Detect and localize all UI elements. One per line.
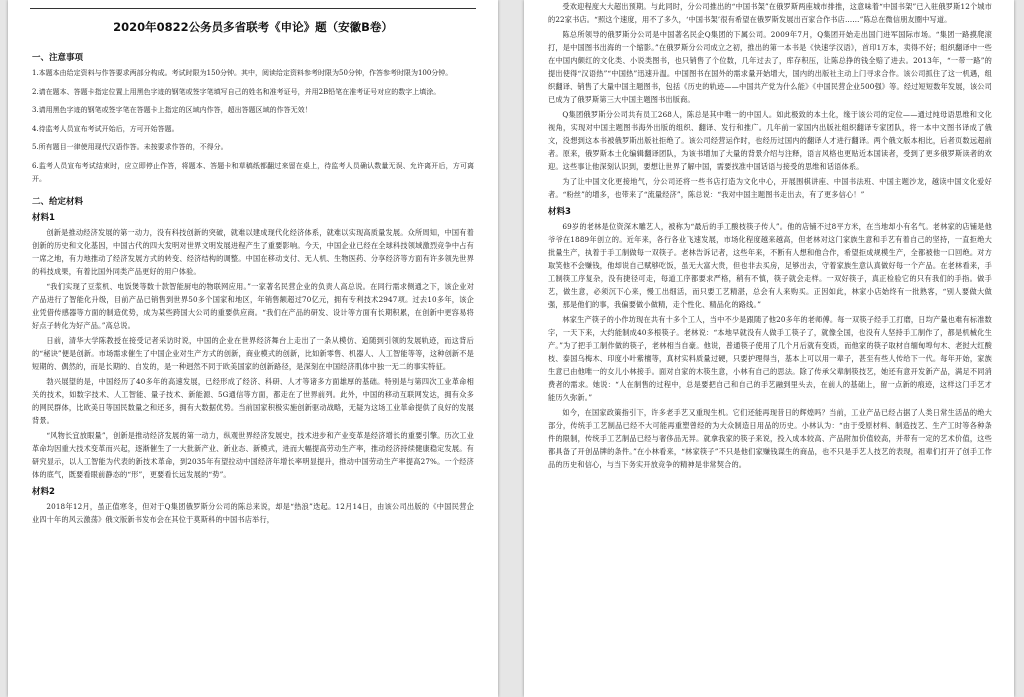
- material-2-heading: 材料2: [32, 486, 55, 497]
- material-1-para-4: 勃兴展望的是，中国经历了40多年的高速发展，已经形成了经济、科研、人才等诸多方面雄厚的基础。特别是与第四次工业革命相关的技术，如数字技术、人工智能、量子技术、新能源、5G通信等方面，都走在了世界前列。此外，中国的移动互联网发达，拥有众多的网民群体，比欧美日等国民数量之和还多，拥有大数据优势。当前国家积极实施创新驱动战略，无疑为这场工业革命提供了良好的发展背景。: [32, 376, 474, 425]
- notice-item-5: 5.所有题目一律使用现代汉语作答。未按要求作答的，不得分。: [32, 143, 228, 151]
- material-2-para-continued: 受欢迎程度大大超出预期。与此同时，分公司推出的“中国书架”在俄罗斯两座城市排推，这意味着“中国书架”已入驻俄罗斯12个城市的22家书店。“照这个速度，用不了多久，‘中国书架’很有希望在俄罗斯发展出百家合作书店……”陈总在微信朋友圈中写道。: [548, 2, 992, 24]
- page-right: [524, 0, 1014, 697]
- notice-item-3: 3.请用黑色字迹的钢笔或签字笔在答题卡上指定的区域内作答，超出答题区域的作答无效！: [32, 106, 312, 114]
- top-rule: [30, 8, 476, 9]
- material-1-para-3: 日前，清华大学陈教授在接受记者采访时说，中国的企业在世界经济舞台上走出了一条从模仿、追随到引领的发展轨迹，而这背后的“秘诀”便是创新。市场需求催生了中国企业对生产方式的创新，商业模式的创新，比如新零售、机器人、人工智能等等，这种创新不是短期的、偶然的，而是长期的、自发的，是一种迥然不同于欧美国家的创新路径，是深刻在中国经济肌体中独一无二的事实特征。: [32, 335, 474, 371]
- notice-item-6: 6.监考人员宣布考试结束时，应立即停止作答，将题本、答题卡和草稿纸都翻过来留在桌上，待监考人员确认数量无误、允许离开后，方可离开。: [32, 161, 474, 183]
- material-1-heading: 材料1: [32, 212, 55, 223]
- material-2-para-2: 陈总所领导的俄罗斯分公司是中国著名民企Q集团的下属公司。2009年7月，Q集团开始走出国门进军国际市场。“集团一路摸爬滚打，是中国图书出海的一个缩影。”在俄罗斯分公司成立之初，推出的第一本书是《快速学汉语》，首印1万本，卖得不好；组织翻译中一些在中国内颇红的文化类、小说类图书，也只销售了个位数，几年过去了，库存积压，让陈总挣的钱全赔了进去。2013年，“一带一路”的提出使得“汉语热”“中国热”迅速升温。中国图书在国外的需求量开始增大，国内的出版社主动上门寻求合作。该公司抓住了这一机遇，组织翻译、销售了大量中国主题图书，包括《历史的轨迹——中国共产党为什么能》《中国民营企业500强》等。经过短短数年发展，该公司已成为了俄罗斯第三大中国主题图书出版商。: [548, 30, 992, 104]
- materials-heading: 二、给定材料: [32, 196, 84, 207]
- document-title: 2020年0822公务员多省联考《申论》题（安徽B卷）: [113, 20, 393, 34]
- page-left: [8, 0, 498, 697]
- material-3-para-2: 林家生产筷子的小作坊现在共有十多个工人，当中不少是跟随了他20多年的老师傅。每一双筷子经手工打磨，日均产量也难有标准数字，一天下来，大约能制成40多根筷子。老林说：“本地早就没有人做手工筷子了，就像全国，也没有人坚持手工制作了，都是机械化生产。”为了把手工制作做的筷子，老林相当自豪。他说，普通筷子使用了几个月后就有变质，而他家的筷子取材自缅甸埠句木、老挝大红酸枝、泰国乌梅木、印度小叶紫檀等，真材实料质量过硬，只要护理得当，基本上可以用一辈子，甚至有些人传给下一代。每年开始，家族生意已由他唯一的女儿小林接手。面对自家的木筷生意，小林有自己的思法。除了传承父辈制筷技艺，她还有意开发新产品，满足不同消费者的需求。她说：“人在制售的过程中，总是要把自己和自己的手艺融到里头去，在前人的基础上，留一点新的痕迹，这样这门手艺才能历久弥新。”: [548, 315, 992, 402]
- material-1-para-5: “风物长宜放眼量”，创新是推动经济发展的第一动力，纵观世界经济发展史，技术进步和产业变革是经济增长的重要引擎。历次工业革命均因重大技术变革而兴起，逐渐催生了一大批新产业、新业态、新模式，进而大幅提高劳动生产率，推动经济持续健康稳定发展。有研究显示，以人工智能为代表的新技术革命，到2035年有望拉动中国经济年增长率明显提升，推动中国劳动生产率提高27%。一个经济体的底气，既要看眼前静态的“形”，更要看长远发展的“势”。: [32, 430, 474, 479]
- material-2-para-3: Q集团俄罗斯分公司共有员工268人，陈总是其中唯一的中国人。如此极致的本土化，缘于该公司的定位——通过纯母语思维和文化视角，实现对中国主题图书海外出版的组织、翻译、发行和推广。几年前一家国内出版社组织翻译专家团队，将一本中文图书译成了俄文，没想到这本书被俄罗斯出版社拒绝了。该公司经营运作时，也经历过国内的翻译人才进行翻译。两个俄文版本相比，后者页数远超前者。原来，俄罗斯本土化编辑翻译团队，为该书增加了大量的背景介绍与注释，语言风格也更贴近本国读者，受到了更多俄罗斯读者的欢迎。这些事让他深刻认识到，要想让世界了解中国，需要找准中国话语与接受的思维和话语体系。: [548, 110, 992, 171]
- material-1-para-1: 创新是推动经济发展的第一动力，没有科技创新的突破，就难以建成现代化经济体系，就难以实现高质量发展。众所周知，中国有着创新的历史和文化基因，中国古代的四大发明对世界文明发展进程产生了重要影响。今天，中国企业已经在全球科技领域激烈竞争中占有一席之地，有力地推动了经济发展方式的转变、经济结构的调整。中国在移动支付、无人机、生物医药、分享经济等方面有许多领先世界的科技成果，有着比国外同类产品更好的用户体验。: [32, 227, 474, 276]
- material-1-para-2: “我们实现了豆浆机、电饭煲等数十款智能厨电的物联网应用。”一家著名民营企业的负责人高总说。在同行需求侧通之下，该企业对产品进行了智能化升级，目前产品已销售到世界50多个国家和地区，年销售额超过70亿元，拥有专利技术2947项。过去10多年，该企业凭借传感器等方面的制造优势，成为某些跨国大公司的重要供应商。“我们在产品的研发、设计等方面有长期积累，在创新中更容易将好点子转化为好产品。”高总说。: [32, 281, 474, 330]
- notice-item-1: 1.本题本由给定资料与作答要求两部分构成。考试时限为150分钟。其中，阅读给定资料参考时限为50分钟，作答参考时限为100分钟。: [32, 69, 453, 77]
- material-3-heading: 材料3: [548, 207, 571, 217]
- notice-item-2: 2.请在题本、答题卡指定位置上用黑色字迹的钢笔或签字笔填写自己的姓名和准考证号，并用2B铅笔在准考证号对应的数字上填涂。: [32, 87, 441, 96]
- material-2-para-1: 2018年12月，虽正值寒冬，但对于Q集团俄罗斯分公司的陈总来说，却是“热浪”迭起。12月14日，由该公司出版的《中国民营企业四十年的风云激荡》俄文版新书发布会在其位于莫斯科的中国书店举行，: [32, 501, 474, 524]
- material-3-para-1: 69岁的老林是位资深木雕艺人，被称为“最后的手工酸枝筷子传人”。他的店铺不过8平方米，在当地却小有名气。老林家的店铺是他爷爷在1889年创立的。近年来，各行各业飞速发展，市场化程度越来越高，但老林对这门家族生意和手艺有着自己的坚持，一直拒绝大批量生产，执着于手工制做每一双筷子。老林告诉记者，这些年来，不断有人想和他合作，希望拒成规模生产，全都被他一口回绝。对方取笑他不会赚钱，他却说自己赋够吃饭，虽无大富大贵，但也非去买房，足够出去，守着家族生意认真做好每一个产品。在老林看来，手工制筷工序复杂，没有捷径可走，每道工序都要求严格，稍有不慎，筷子就会走样。一双好筷子，真正检验它的只有我们的手指。做手艺，做生意，必须沉下心来，慢工出细活，而只要工艺精湛，总会有人来购买。正因如此，林家小店始终有一批熟客，“别人要做大做强，那是他们的事，我偏要做小做精，走个性化、精品化的路线。”: [548, 222, 992, 309]
- material-3-para-3: 如今，在国家政策指引下，许多老手艺又重现生机。它们还能再现昔日的辉煌吗？当前，工业产品已经占据了人类日常生活品的绝大部分，传统手工艺制品已经不大可能再重塑曾经的为大众制造日用品的历史。小林认为：“由于受原材料、制造技艺、生产工时等各种条件的限制，传统手工艺制品已经与奢侈品无异。就拿我家的筷子来说，投入成本较高、产品附加价值较高，并带有一定的艺术价值，这些都具备了开创品牌的条件。”在小林看来，“林家筷子”不只是他们家赚钱谋生的商品，也不只是手艺人技艺的表现，祖辈们打开了创手工作品的历史和信心，与当下务实开放竞争的精神是非常契合的。: [548, 408, 992, 469]
- notice-item-4: 4.待监考人员宣布考试开始后，方可开始答题。: [32, 124, 179, 133]
- material-2-para-4: 为了让中国文化更接地气，分公司还将一些书店打造为文化中心，开展围棋讲座、中国书法班、中国主题沙龙，越读中国文化爱好者。“粉丝”的增多，也带来了“流量经济”，陈总说：“我对中国主题图书走出去，有了更多信心！”: [548, 177, 992, 199]
- notice-heading: 一、注意事项: [32, 53, 84, 63]
